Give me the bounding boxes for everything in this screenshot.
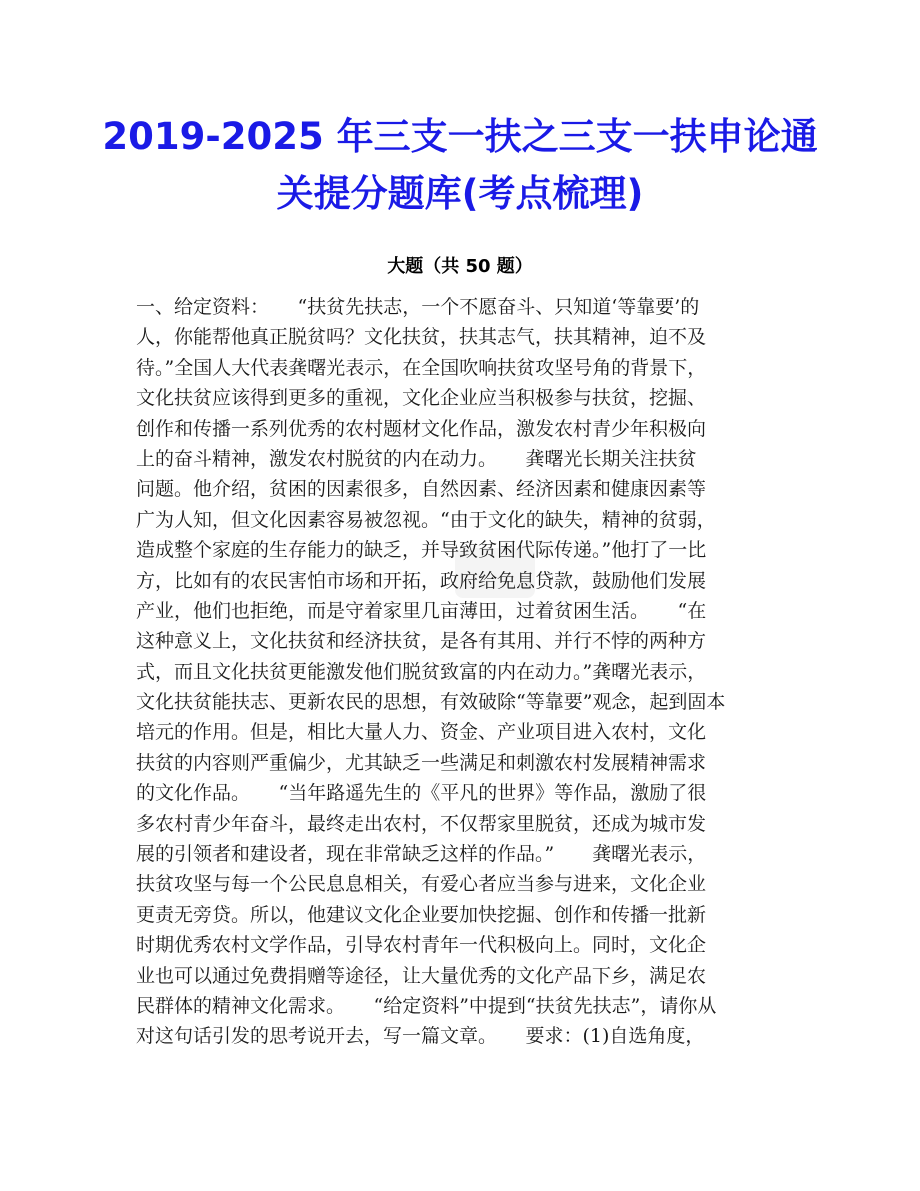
body-line: 一、给定资料： “扶贫先扶志，一个不愿奋斗、只知道‘等靠要’的: [136, 296, 700, 318]
document-title: [60, 108, 860, 222]
body-line: 广为人知，但文化因素容易被忽视。“由于文化的缺失，精神的贫弱，: [136, 508, 716, 531]
body-line: 待。”全国人大代表龚曙光表示，在全国吹响扶贫攻坚号角的背景下，: [136, 356, 707, 379]
body-line: 产业，他们也拒绝，而是守着家里几亩薄田，过着贫困生活。 “在: [136, 599, 707, 622]
body-line: 人，你能帮他真正脱贫吗？文化扶贫，扶其志气，扶其精神，迫不及: [136, 326, 707, 349]
body-line: 业也可以通过免费捐赠等途径，让大量优秀的文化产品下乡，满足农: [136, 964, 707, 987]
body-line: 展的引领者和建设者，现在非常缺乏这样的作品。” 龚曙光表示，: [136, 843, 707, 866]
body-line: 培元的作用。但是，相比大量人力、资金、产业项目进入农村，文化: [136, 721, 707, 744]
body-line: 问题。他介绍，贫困的因素很多，自然因素、经济因素和健康因素等: [136, 478, 707, 501]
body-line: 时期优秀农村文学作品，引导农村青年一代积极向上。同时，文化企: [136, 934, 707, 957]
body-line: 更责无旁贷。所以，他建议文化企业要加快挖掘、创作和传播一批新: [136, 903, 707, 926]
body-line: 对这句话引发的思考说开去，写一篇文章。 要求：(1)自选角度，: [136, 1025, 705, 1048]
body-line: 方，比如有的农民害怕市场和开拓，政府给免息贷款，鼓励他们发展: [136, 569, 707, 592]
document-title-line-1: 2019-2025 年三支一扶之三支一扶申论通: [102, 115, 818, 158]
body-line: 扶贫的内容则严重偏少，尤其缺乏一些满足和刺激农村发展精神需求: [136, 751, 707, 774]
body-line: 造成整个家庭的生存能力的缺乏，并导致贫困代际传递。”他打了一比: [136, 539, 707, 562]
body-line: 民群体的精神文化需求。 “给定资料”中提到“扶贫先扶志”，请你从: [136, 994, 717, 1017]
body-line: 文化扶贫能扶志、更新农民的思想，有效破除“等靠要”观念，起到固本: [136, 691, 726, 714]
body-line: 式，而且文化扶贫更能激发他们脱贫致富的内在动力。”龚曙光表示，: [136, 660, 707, 683]
body-line: 上的奋斗精神，激发农村脱贫的内在动力。 龚曙光长期关注扶贫: [136, 447, 697, 470]
body-line: 的文化作品。 “当年路遥先生的《平凡的世界》等作品，激励了很: [136, 782, 707, 805]
body-line: 多农村青少年奋斗，最终走出农村，不仅帮家里脱贫，还成为城市发: [136, 812, 707, 835]
document-title-line-2: 关提分题库(考点梳理): [276, 172, 644, 215]
body-line: 创作和传播一系列优秀的农村题材文化作品，激发农村青少年积极向: [136, 417, 707, 440]
body-line: 扶贫攻坚与每一个公民息息相关，有爱心者应当参与进来，文化企业: [136, 873, 707, 896]
section-heading: 大题（共 50 题）: [387, 256, 533, 277]
body-line: 文化扶贫应该得到更多的重视，文化企业应当积极参与扶贫，挖掘、: [136, 387, 707, 410]
question-body: [136, 292, 790, 1052]
body-line: 这种意义上，文化扶贫和经济扶贫，是各有其用、并行不悖的两种方: [136, 630, 707, 653]
